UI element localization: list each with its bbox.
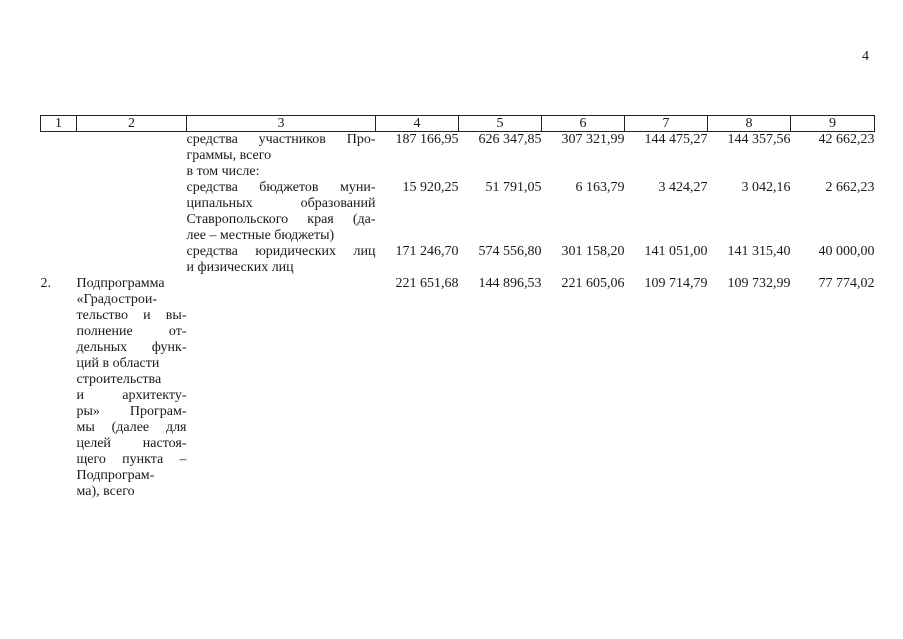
cell-name: [77, 180, 187, 244]
cell-value: [376, 164, 459, 180]
cell-value: 144 357,56: [727, 132, 791, 147]
desc-line: ципальных образований: [186, 196, 376, 211]
cell-value: 109 714,79: [644, 276, 708, 291]
desc-line: граммы, всего: [186, 148, 272, 163]
column-header-1: 1: [41, 116, 77, 132]
name-line: ры» Програм-: [76, 404, 187, 419]
cell-source-description: [187, 276, 376, 500]
cell-value: 307 321,99: [561, 132, 625, 147]
cell-value: 2 662,23: [825, 180, 875, 195]
table-row-legal-persons: [41, 244, 875, 276]
cell-value: 109 732,99: [727, 276, 791, 291]
cell-index: [41, 164, 77, 180]
cell-source-description: [187, 244, 376, 276]
cell-value: [708, 164, 791, 180]
cell-value: 40 000,00: [818, 244, 875, 259]
cell-value: 144 475,27: [644, 132, 708, 147]
name-line: целей настоя-: [76, 436, 187, 451]
cell-value: 6 163,79: [575, 180, 625, 195]
cell-value: 221 651,68: [395, 276, 459, 291]
cell-value: [542, 164, 625, 180]
header-row: [41, 116, 875, 132]
table-row-participants: [41, 132, 875, 165]
column-header-5: 5: [459, 116, 542, 132]
name-line: тельство и вы-: [76, 308, 187, 323]
table-row-subprogram-2: [41, 276, 875, 500]
column-header-2: 2: [77, 116, 187, 132]
desc-line: Ставропольского края (да-: [186, 212, 376, 227]
column-header-7: 7: [625, 116, 708, 132]
column-header-9: 9: [791, 116, 875, 132]
cell-value: 3 424,27: [658, 180, 708, 195]
column-header-8: 8: [708, 116, 791, 132]
cell-value: 144 896,53: [478, 276, 542, 291]
name-line: ций в области: [76, 356, 160, 371]
cell-source-description: [187, 180, 376, 244]
cell-value: 42 662,23: [818, 132, 875, 147]
name-line: строительства: [76, 372, 162, 387]
cell-value: 187 166,95: [395, 132, 459, 147]
name-line: Подпрограмма: [76, 276, 165, 291]
table-row-local-budgets: [41, 180, 875, 244]
column-header-4: 4: [376, 116, 459, 132]
cell-value: 301 158,20: [561, 244, 625, 259]
cell-value: 171 246,70: [395, 244, 459, 259]
name-line: дельных функ-: [76, 340, 187, 355]
desc-line: и физических лиц: [186, 260, 294, 275]
name-line: мы (далее для: [76, 420, 187, 435]
cell-name: [77, 132, 187, 165]
cell-value: 221 605,06: [561, 276, 625, 291]
cell-name: [77, 244, 187, 276]
cell-index: [41, 132, 77, 165]
desc-line: средства бюджетов муни-: [186, 180, 376, 195]
name-line: ма), всего: [76, 484, 135, 499]
table-row-including: [41, 164, 875, 180]
cell-index: [41, 180, 77, 244]
cell-value: 15 920,25: [402, 180, 459, 195]
cell-index: 2.: [40, 276, 51, 291]
desc-line: средства юридических лиц: [186, 244, 376, 259]
cell-value: [459, 164, 542, 180]
desc-line: лее – местные бюджеты): [186, 228, 335, 243]
budget-table: [40, 115, 875, 500]
cell-name: [77, 276, 187, 500]
page-number: 4: [862, 49, 869, 64]
cell-value: 51 791,05: [485, 180, 542, 195]
name-line: полнение от-: [76, 324, 187, 339]
cell-value: 626 347,85: [478, 132, 542, 147]
cell-source-description: в том числе:: [186, 164, 260, 179]
cell-value: 141 315,40: [727, 244, 791, 259]
desc-line: средства участников Про-: [186, 132, 376, 147]
cell-index: [41, 244, 77, 276]
name-line: Подпрограм-: [76, 468, 155, 483]
cell-name: [77, 164, 187, 180]
cell-value: 3 042,16: [741, 180, 791, 195]
cell-source-description: [187, 132, 376, 165]
name-line: и архитекту-: [76, 388, 187, 403]
column-header-3: 3: [187, 116, 376, 132]
cell-value: 77 774,02: [818, 276, 875, 291]
cell-value: 141 051,00: [644, 244, 708, 259]
column-header-6: 6: [542, 116, 625, 132]
cell-value: [791, 164, 875, 180]
name-line: «Градострои-: [76, 292, 158, 307]
cell-value: 574 556,80: [478, 244, 542, 259]
cell-value: [625, 164, 708, 180]
name-line: щего пункта –: [76, 452, 187, 467]
